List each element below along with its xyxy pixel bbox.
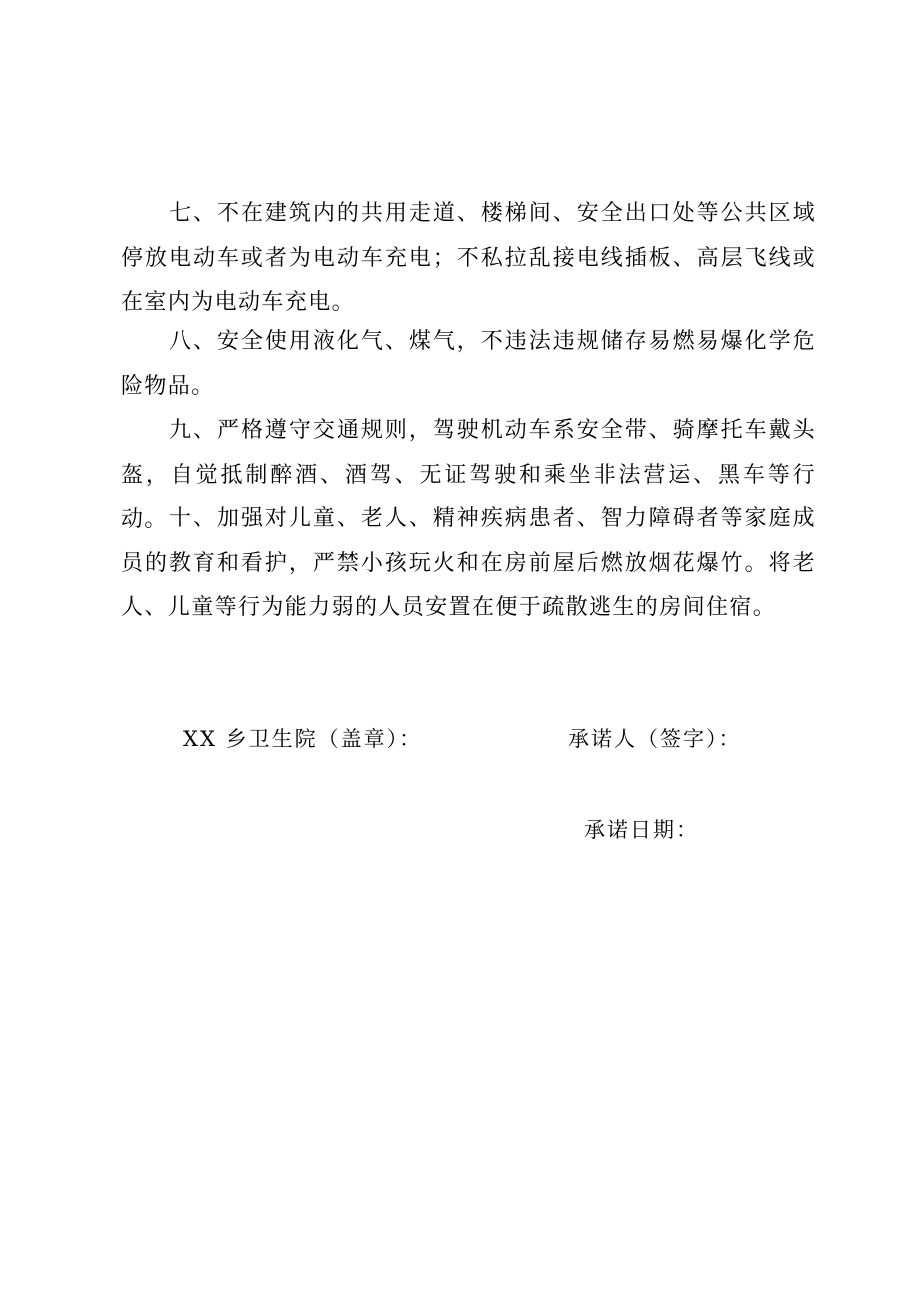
promiser-signature-label: 承诺人（签字）： <box>568 727 742 751</box>
promise-date-label: 承诺日期： <box>584 818 699 842</box>
paragraph-item-10: 十、加强对儿童、老人、精神疾病患者、智力障碍者等家庭成员的教育和看护，严禁小孩玩火和在房前屋后燃放烟花爆竹。将老人、儿童等行为能力弱的人员安置在便于疏散逃生的房间住宿。 <box>121 506 816 620</box>
paragraph-item-7: 七、不在建筑内的共用走道、楼梯间、安全出口处等公共区域停放电动车或者为电动车充电；不私拉乱接电线插板、高层飞线或在室内为电动车充电。 <box>121 201 816 315</box>
paragraph-item-9: 九、严格遵守交通规则，驾驶机动车系安全带、骑摩托车戴头盔，自觉抵制醉酒、酒驾、无证驾驶和乘坐非法营运、黑车等行动。 <box>121 418 816 532</box>
hospital-seal-label: XX 乡卫生院（盖章）： <box>183 727 423 751</box>
paragraph-item-8: 八、安全使用液化气、煤气，不违法违规储存易燃易爆化学危险物品。 <box>121 329 816 399</box>
